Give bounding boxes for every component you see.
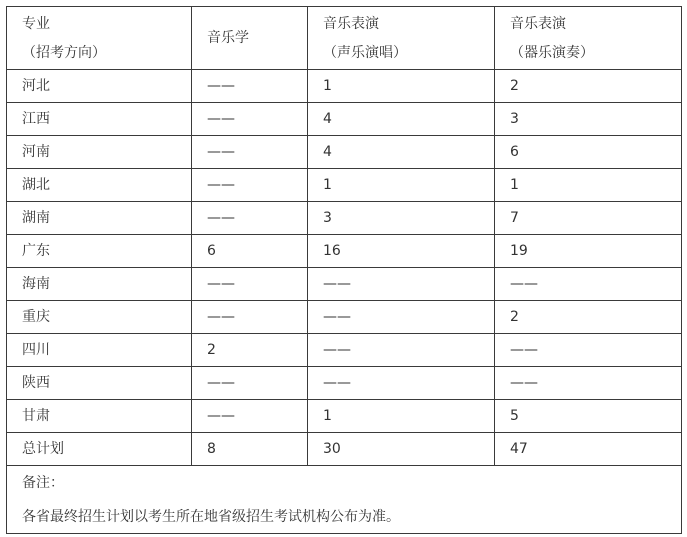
- header-major-direction: 专业 （招考方向）: [7, 7, 192, 70]
- enrollment-quota-table: [6, 6, 682, 534]
- vocal-count: 1: [308, 400, 495, 433]
- musicology-count: ——: [192, 136, 308, 169]
- instrumental-count: ——: [495, 367, 682, 400]
- vocal-count: 1: [308, 169, 495, 202]
- instrumental-total: 47: [495, 433, 682, 466]
- province-cell: 河南: [7, 136, 192, 169]
- header-musicology: 音乐学: [192, 7, 308, 70]
- vocal-count: ——: [308, 334, 495, 367]
- vocal-count: 16: [308, 235, 495, 268]
- musicology-count: ——: [192, 400, 308, 433]
- table-row: [7, 268, 682, 301]
- vocal-count: ——: [308, 301, 495, 334]
- instrumental-count: 5: [495, 400, 682, 433]
- province-cell: 海南: [7, 268, 192, 301]
- musicology-count: ——: [192, 70, 308, 103]
- table-row: [7, 235, 682, 268]
- province-cell: 广东: [7, 235, 192, 268]
- instrumental-count: 3: [495, 103, 682, 136]
- province-cell: 河北: [7, 70, 192, 103]
- province-cell: 四川: [7, 334, 192, 367]
- total-row: [7, 433, 682, 466]
- instrumental-count: 1: [495, 169, 682, 202]
- table-row: [7, 103, 682, 136]
- vocal-count: 4: [308, 136, 495, 169]
- table-row: [7, 169, 682, 202]
- remarks-text: 各省最终招生计划以考生所在地省级招生考试机构公布为准。: [22, 508, 400, 525]
- musicology-count: 2: [192, 334, 308, 367]
- table-row: [7, 70, 682, 103]
- table-row: [7, 400, 682, 433]
- instrumental-count: ——: [495, 334, 682, 367]
- remarks-title: 备注：: [22, 474, 64, 491]
- musicology-count: ——: [192, 202, 308, 235]
- province-cell: 江西: [7, 103, 192, 136]
- table-row: [7, 334, 682, 367]
- remarks-cell: [7, 466, 682, 534]
- vocal-count: 3: [308, 202, 495, 235]
- instrumental-count: ——: [495, 268, 682, 301]
- province-cell: 甘肃: [7, 400, 192, 433]
- table-row: [7, 367, 682, 400]
- instrumental-count: 7: [495, 202, 682, 235]
- vocal-count: 1: [308, 70, 495, 103]
- table-row: [7, 136, 682, 169]
- vocal-total: 30: [308, 433, 495, 466]
- table-row: [7, 202, 682, 235]
- musicology-count: ——: [192, 103, 308, 136]
- musicology-count: ——: [192, 367, 308, 400]
- musicology-count: ——: [192, 268, 308, 301]
- vocal-count: 4: [308, 103, 495, 136]
- header-vocal-performance: 音乐表演 （声乐演唱）: [308, 7, 495, 70]
- total-label: 总计划: [7, 433, 192, 466]
- instrumental-count: 2: [495, 301, 682, 334]
- musicology-count: ——: [192, 301, 308, 334]
- province-cell: 陕西: [7, 367, 192, 400]
- vocal-count: ——: [308, 268, 495, 301]
- instrumental-count: 6: [495, 136, 682, 169]
- table-row: [7, 301, 682, 334]
- musicology-count: 6: [192, 235, 308, 268]
- header-instrumental-performance: 音乐表演 （器乐演奏）: [495, 7, 682, 70]
- vocal-count: ——: [308, 367, 495, 400]
- instrumental-count: 19: [495, 235, 682, 268]
- province-cell: 湖南: [7, 202, 192, 235]
- musicology-count: ——: [192, 169, 308, 202]
- musicology-total: 8: [192, 433, 308, 466]
- province-cell: 湖北: [7, 169, 192, 202]
- province-cell: 重庆: [7, 301, 192, 334]
- note-row: [7, 466, 682, 534]
- instrumental-count: 2: [495, 70, 682, 103]
- header-row: [7, 7, 682, 70]
